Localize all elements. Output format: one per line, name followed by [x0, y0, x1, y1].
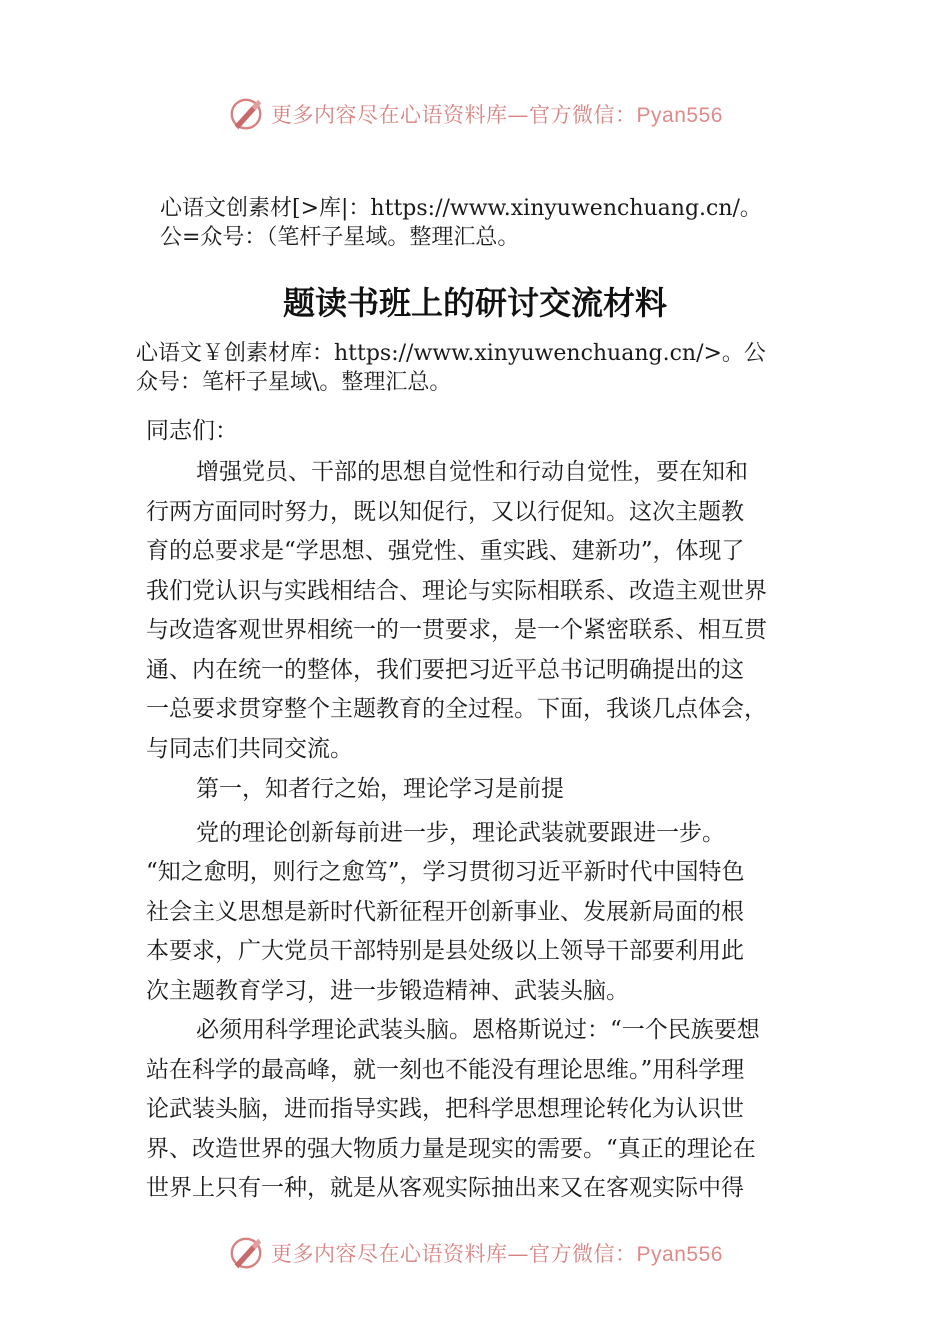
wechat-id: Pyan556 — [636, 1243, 723, 1266]
greeting: 同志们： — [146, 418, 238, 444]
source-line-3: 心语文￥创素材库：https://www.xinyuwenchuang.cn/>。公 — [136, 341, 766, 366]
paragraph-3-line: 论武装头脑，进而指导实践，把科学思想理论转化为认识世 — [146, 1096, 744, 1122]
section-heading: 第一，知者行之始，理论学习是前提 — [196, 776, 564, 802]
paragraph-1-line: 行两方面同时努力，既以知促行，又以行促知。这次主题教 — [146, 499, 744, 525]
paragraph-3-line: 站在科学的最高峰，就一刻也不能没有理论思维。”用科学理 — [146, 1057, 745, 1083]
paragraph-1-line: 通、内在统一的整体，我们要把习近平总书记明确提出的这 — [146, 657, 744, 683]
paragraph-2-line: 次主题教育学习，进一步锻造精神、武装头脑。 — [146, 978, 629, 1004]
header-banner — [0, 94, 950, 134]
source-line-4: 众号：笔杆子星域\。整理汇总。 — [136, 370, 452, 395]
paragraph-1-line: 育的总要求是“学思想、强党性、重实践、建新功”，体现了 — [146, 538, 745, 564]
paragraph-3-line: 必须用科学理论武装头脑。恩格斯说过：“一个民族要想 — [196, 1017, 760, 1043]
paragraph-2-line: “知之愈明，则行之愈笃”，学习贯彻习近平新时代中国特色 — [146, 859, 745, 885]
paragraph-3-line: 世界上只有一种，就是从客观实际抽出来又在客观实际中得 — [146, 1175, 744, 1201]
paragraph-2-line: 社会主义思想是新时代新征程开创新事业、发展新局面的根 — [146, 899, 744, 925]
wechat-id: Pyan556 — [636, 104, 723, 127]
paragraph-3-line: 界、改造世界的强大物质力量是现实的需要。“真正的理论在 — [146, 1136, 756, 1162]
pen-logo-icon — [227, 1234, 265, 1272]
paragraph-2-line: 党的理论创新每前进一步，理论武装就要跟进一步。 — [196, 820, 725, 846]
paragraph-1-line: 与同志们共同交流。 — [146, 736, 353, 762]
paragraph-1-line: 增强党员、干部的思想自觉性和行动自觉性，要在知和 — [196, 459, 748, 485]
paragraph-1-line: 一总要求贯穿整个主题教育的全过程。下面，我谈几点体会， — [146, 696, 767, 722]
paragraph-2-line: 本要求，广大党员干部特别是县处级以上领导干部要利用此 — [146, 938, 744, 964]
banner-text: 更多内容尽在心语资料库—官方微信：Pyan556 — [271, 1242, 723, 1266]
paragraph-1-line: 我们党认识与实践相结合、理论与实际相联系、改造主观世界 — [146, 578, 767, 604]
pen-logo-icon — [227, 95, 265, 133]
source-line-2: 公=众号：（笔杆子星域。整理汇总。 — [160, 225, 520, 250]
banner-text: 更多内容尽在心语资料库—官方微信：Pyan556 — [271, 103, 723, 127]
paragraph-1-line: 与改造客观世界相统一的一贯要求，是一个紧密联系、相互贯 — [146, 617, 767, 643]
source-line-1: 心语文创素材[>库|：https://www.xinyuwenchuang.cn/。 — [160, 196, 762, 221]
page-title: 题读书班上的研讨交流材料 — [282, 284, 667, 322]
footer-banner — [0, 1233, 950, 1273]
